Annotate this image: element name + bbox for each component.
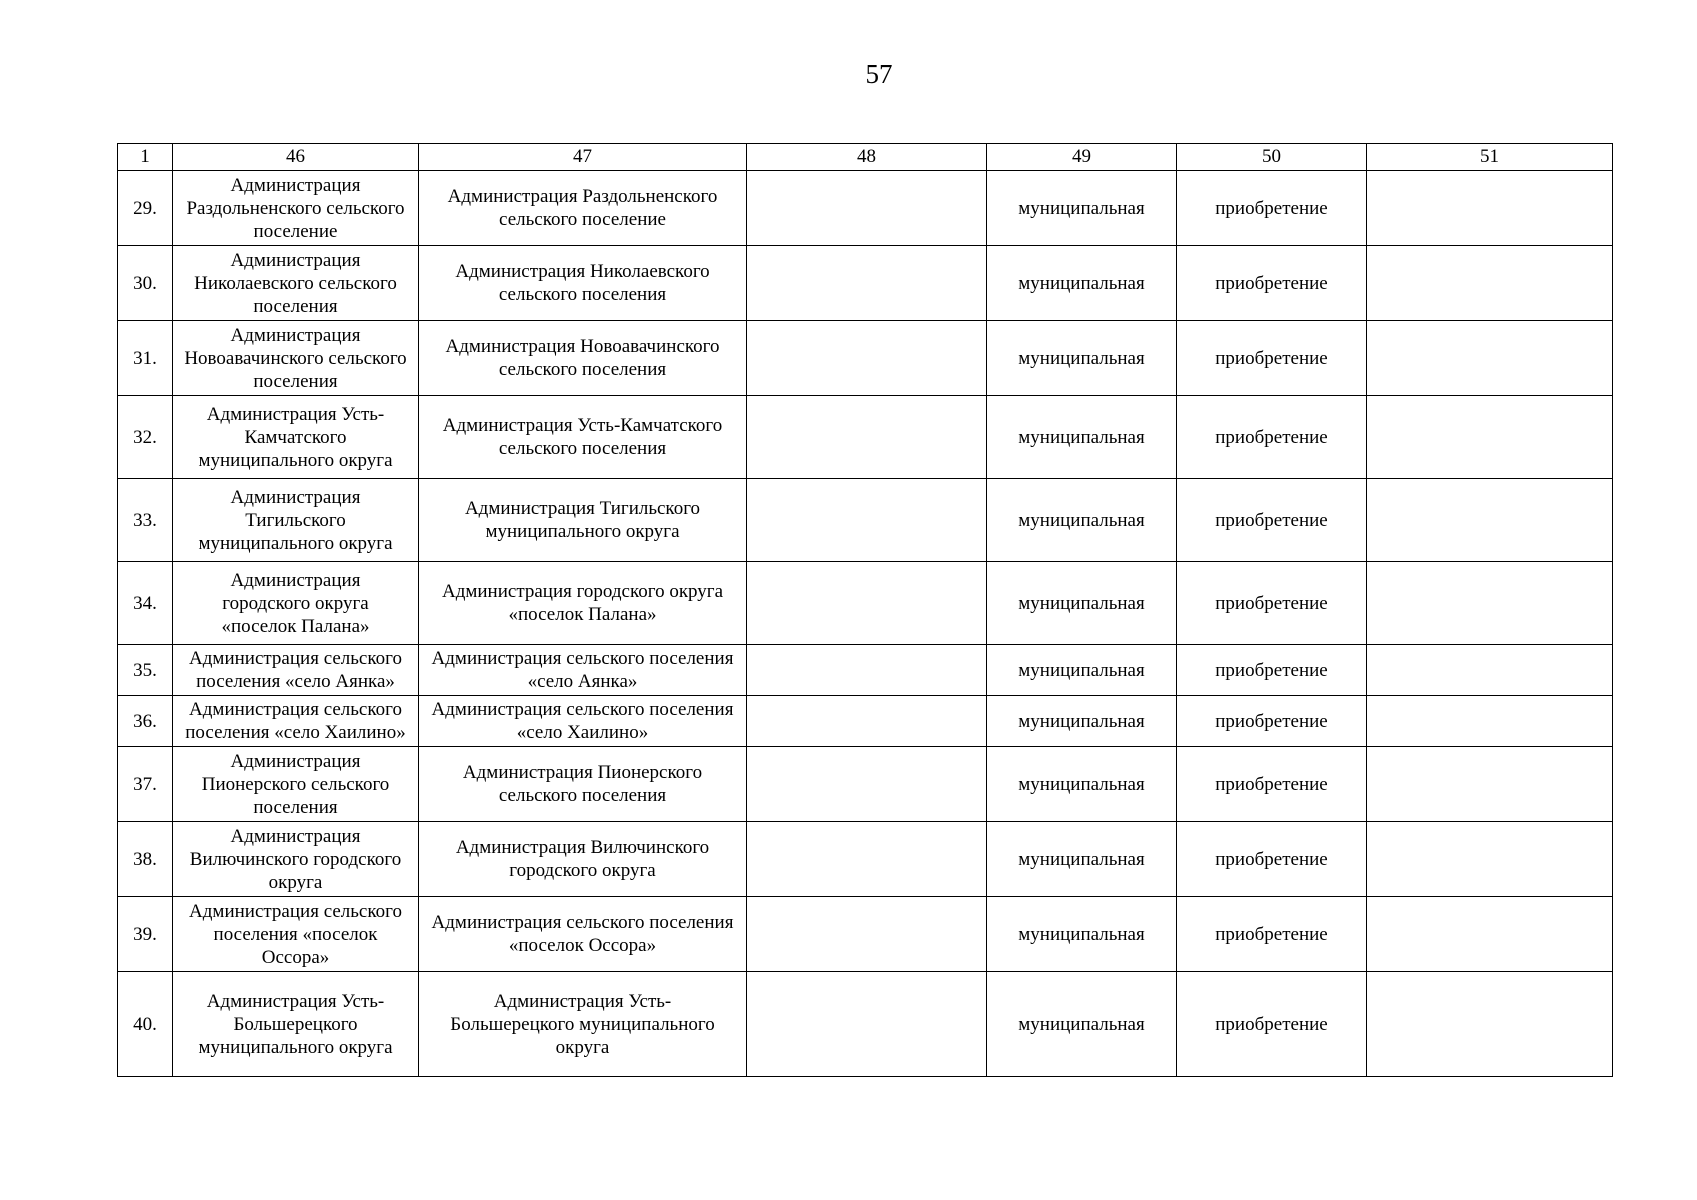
column-header: 47 [419,144,747,171]
cell-col47: Администрация Раздольненского сельского поселение [419,171,747,246]
cell-col50: приобретение [1177,822,1367,897]
table-row [118,822,1613,897]
cell-col51 [1367,479,1613,562]
cell-col46: Администрация сельского поселения «село Хаилино» [173,696,419,747]
column-header: 1 [118,144,173,171]
cell-col47: Администрация городского округа «поселок Палана» [419,562,747,645]
row-number: 33. [118,479,173,562]
cell-col51 [1367,645,1613,696]
cell-col49: муниципальная [987,645,1177,696]
row-number: 35. [118,645,173,696]
cell-col48 [747,396,987,479]
table-row [118,645,1613,696]
table-row [118,479,1613,562]
cell-col46: Администрация сельского поселения «село Аянка» [173,645,419,696]
table-row [118,747,1613,822]
cell-col46: Администрация Пионерского сельского поселения [173,747,419,822]
cell-col48 [747,897,987,972]
table-row [118,897,1613,972]
row-number: 38. [118,822,173,897]
cell-col48 [747,822,987,897]
cell-col50: приобретение [1177,479,1367,562]
cell-col48 [747,171,987,246]
cell-col47: Администрация сельского поселения «село Хаилино» [419,696,747,747]
cell-col49: муниципальная [987,246,1177,321]
column-header: 49 [987,144,1177,171]
row-number: 31. [118,321,173,396]
row-number: 37. [118,747,173,822]
cell-col47: Администрация Усть-Камчатского сельского поселения [419,396,747,479]
cell-col51 [1367,822,1613,897]
table-row [118,246,1613,321]
row-number: 34. [118,562,173,645]
cell-col47: Администрация Вилючинского городского округа [419,822,747,897]
cell-col48 [747,645,987,696]
cell-col50: приобретение [1177,562,1367,645]
cell-col49: муниципальная [987,321,1177,396]
cell-col50: приобретение [1177,396,1367,479]
cell-col49: муниципальная [987,562,1177,645]
cell-col49: муниципальная [987,696,1177,747]
cell-col46: Администрация городского округа «поселок Палана» [173,562,419,645]
column-header: 51 [1367,144,1613,171]
cell-col51 [1367,897,1613,972]
cell-col46: Администрация Тигильского муниципального округа [173,479,419,562]
table-row [118,696,1613,747]
cell-col51 [1367,972,1613,1077]
cell-col46: Администрация Усть-Камчатского муниципального округа [173,396,419,479]
cell-col48 [747,972,987,1077]
cell-col51 [1367,562,1613,645]
cell-col47: Администрация Новоавачинского сельского поселения [419,321,747,396]
cell-col51 [1367,747,1613,822]
cell-col50: приобретение [1177,321,1367,396]
cell-col51 [1367,171,1613,246]
cell-col49: муниципальная [987,479,1177,562]
cell-col47: Администрация Николаевского сельского поселения [419,246,747,321]
row-number: 29. [118,171,173,246]
cell-col48 [747,479,987,562]
cell-col46: Администрация Новоавачинского сельского поселения [173,321,419,396]
cell-col47: Администрация Усть-Большерецкого муниципального округа [419,972,747,1077]
cell-col49: муниципальная [987,747,1177,822]
cell-col46: Администрация сельского поселения «поселок Оссора» [173,897,419,972]
cell-col48 [747,562,987,645]
cell-col49: муниципальная [987,897,1177,972]
cell-col46: Администрация Николаевского сельского поселения [173,246,419,321]
row-number: 36. [118,696,173,747]
cell-col48 [747,246,987,321]
row-number: 30. [118,246,173,321]
row-number: 32. [118,396,173,479]
cell-col47: Администрация сельского поселения «поселок Оссора» [419,897,747,972]
cell-col50: приобретение [1177,972,1367,1077]
cell-col50: приобретение [1177,246,1367,321]
cell-col47: Администрация Пионерского сельского поселения [419,747,747,822]
table-row [118,396,1613,479]
row-number: 39. [118,897,173,972]
cell-col50: приобретение [1177,645,1367,696]
cell-col48 [747,321,987,396]
cell-col49: муниципальная [987,972,1177,1077]
cell-col49: муниципальная [987,822,1177,897]
cell-col50: приобретение [1177,747,1367,822]
cell-col47: Администрация сельского поселения «село Аянка» [419,645,747,696]
page-number: 57 [865,59,893,89]
cell-col48 [747,747,987,822]
row-number: 40. [118,972,173,1077]
table-row [118,171,1613,246]
cell-col49: муниципальная [987,171,1177,246]
cell-col50: приобретение [1177,171,1367,246]
cell-col51 [1367,246,1613,321]
cell-col46: Администрация Вилючинского городского округа [173,822,419,897]
cell-col48 [747,696,987,747]
cell-col50: приобретение [1177,897,1367,972]
cell-col49: муниципальная [987,396,1177,479]
cell-col51 [1367,396,1613,479]
table-row [118,321,1613,396]
cell-col46: Администрация Усть-Большерецкого муниципального округа [173,972,419,1077]
cell-col46: Администрация Раздольненского сельского поселение [173,171,419,246]
table-header-row [118,144,1613,171]
table-row [118,562,1613,645]
cell-col47: Администрация Тигильского муниципального округа [419,479,747,562]
column-header: 48 [747,144,987,171]
cell-col51 [1367,321,1613,396]
table-row [118,972,1613,1077]
cell-col50: приобретение [1177,696,1367,747]
registry-table [117,143,1613,1077]
column-header: 46 [173,144,419,171]
column-header: 50 [1177,144,1367,171]
cell-col51 [1367,696,1613,747]
